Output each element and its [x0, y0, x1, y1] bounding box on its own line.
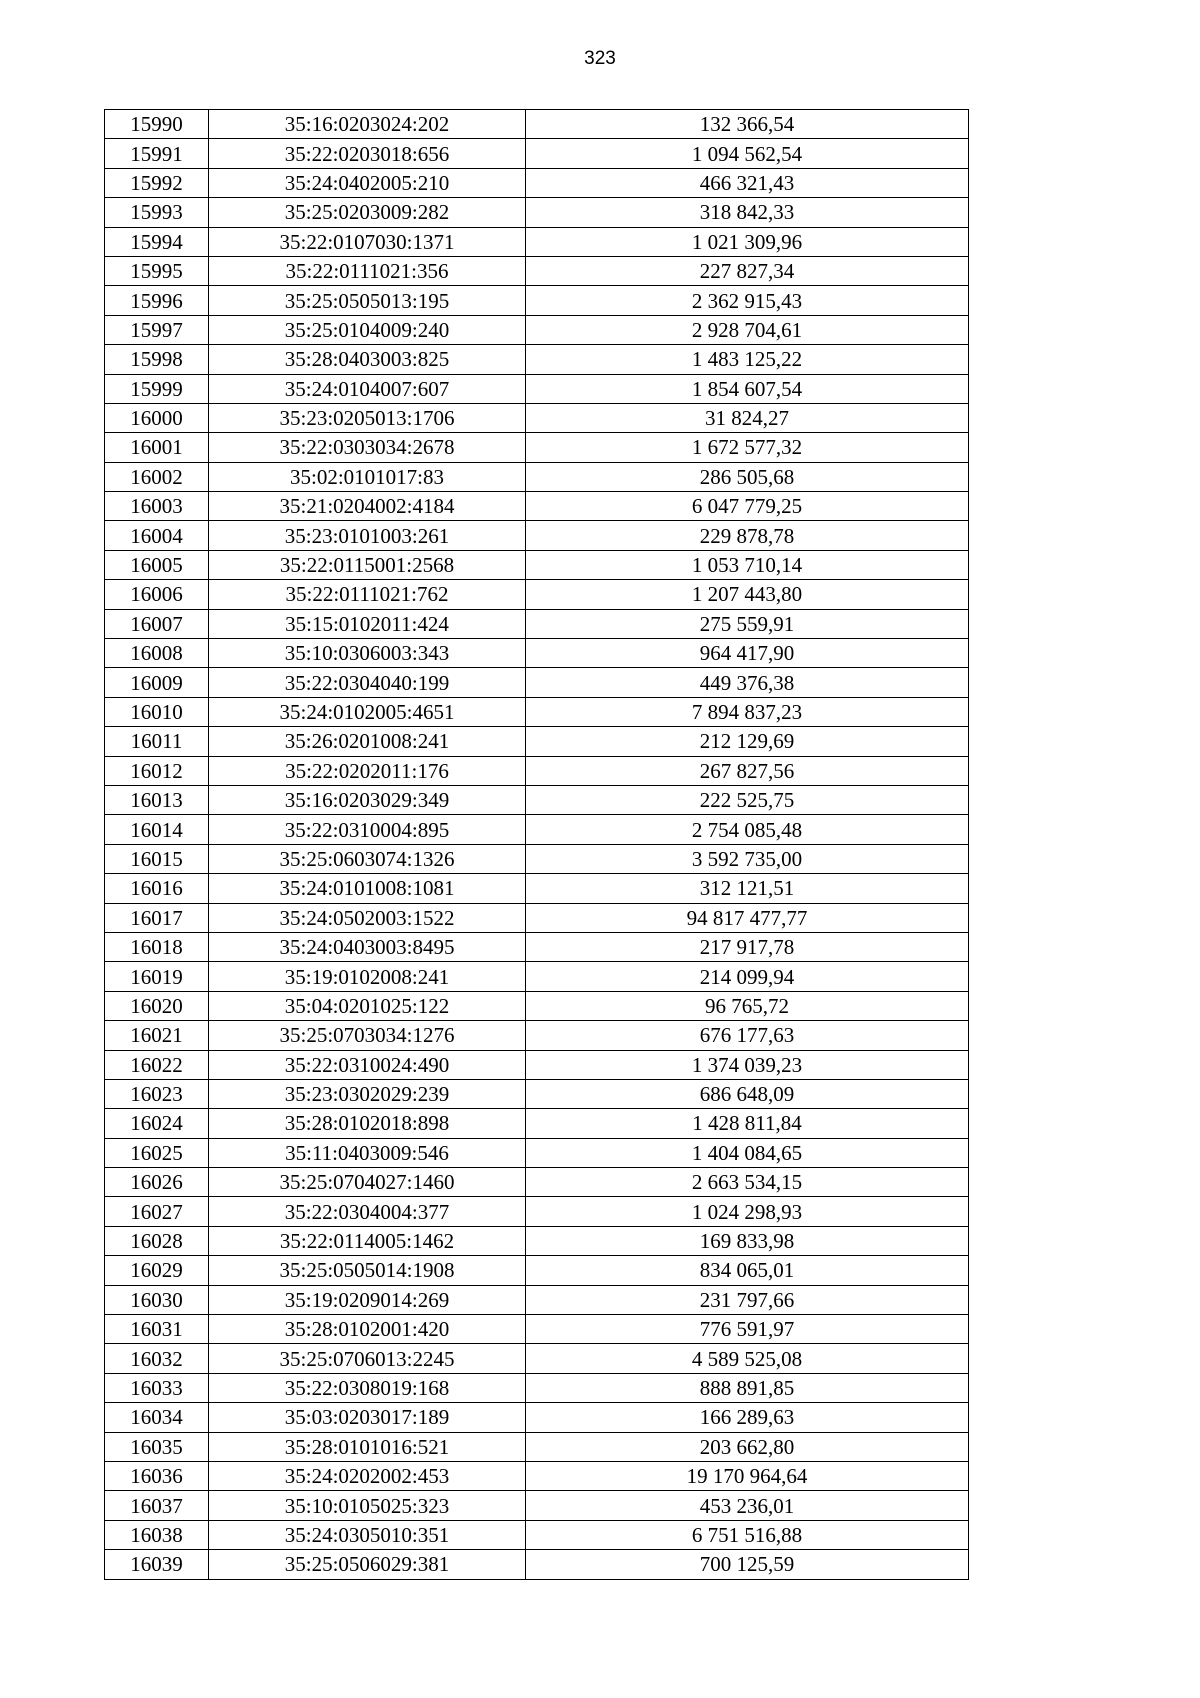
cadastral-number-cell: 35:25:0603074:1326 — [209, 844, 526, 873]
table-row — [105, 991, 969, 1020]
cadastral-number-cell: 35:03:0203017:189 — [209, 1403, 526, 1432]
table-row — [105, 815, 969, 844]
cadastral-number-cell: 35:23:0101003:261 — [209, 521, 526, 550]
cadastral-value-cell: 449 376,38 — [526, 668, 969, 697]
cadastral-value-cell: 2 754 085,48 — [526, 815, 969, 844]
cadastral-value-cell: 3 592 735,00 — [526, 844, 969, 873]
row-number-cell: 15990 — [105, 110, 209, 139]
row-number-cell: 15998 — [105, 345, 209, 374]
row-number-cell: 16039 — [105, 1550, 209, 1579]
row-number-cell: 16031 — [105, 1315, 209, 1344]
cadastral-number-cell: 35:28:0102018:898 — [209, 1109, 526, 1138]
cadastral-number-cell: 35:16:0203024:202 — [209, 110, 526, 139]
row-number-cell: 16012 — [105, 756, 209, 785]
cadastral-number-cell: 35:22:0114005:1462 — [209, 1226, 526, 1255]
cadastral-number-cell: 35:23:0205013:1706 — [209, 403, 526, 432]
table-row — [105, 668, 969, 697]
cadastral-value-cell: 964 417,90 — [526, 639, 969, 668]
cadastral-number-cell: 35:22:0310004:895 — [209, 815, 526, 844]
table-row — [105, 1491, 969, 1520]
row-number-cell: 16014 — [105, 815, 209, 844]
cadastral-value-cell: 700 125,59 — [526, 1550, 969, 1579]
table-row — [105, 697, 969, 726]
cadastral-value-cell: 6 047 779,25 — [526, 492, 969, 521]
cadastral-number-cell: 35:28:0102001:420 — [209, 1315, 526, 1344]
table-row — [105, 1285, 969, 1314]
table-row — [105, 139, 969, 168]
cadastral-number-cell: 35:22:0310024:490 — [209, 1050, 526, 1079]
table-row — [105, 374, 969, 403]
cadastral-value-cell: 1 021 309,96 — [526, 227, 969, 256]
cadastral-number-cell: 35:25:0706013:2245 — [209, 1344, 526, 1373]
cadastral-value-cell: 1 854 607,54 — [526, 374, 969, 403]
cadastral-number-cell: 35:25:0703034:1276 — [209, 1021, 526, 1050]
row-number-cell: 15996 — [105, 286, 209, 315]
table-row — [105, 256, 969, 285]
cadastral-value-cell: 286 505,68 — [526, 462, 969, 491]
cadastral-value-cell: 1 404 084,65 — [526, 1138, 969, 1167]
cadastral-value-cell: 275 559,91 — [526, 609, 969, 638]
row-number-cell: 16016 — [105, 874, 209, 903]
table-row — [105, 286, 969, 315]
row-number-cell: 16010 — [105, 697, 209, 726]
cadastral-value-cell: 267 827,56 — [526, 756, 969, 785]
cadastral-value-cell: 676 177,63 — [526, 1021, 969, 1050]
table-row — [105, 1109, 969, 1138]
cadastral-number-cell: 35:16:0203029:349 — [209, 785, 526, 814]
table-row — [105, 1315, 969, 1344]
table-row — [105, 110, 969, 139]
row-number-cell: 15993 — [105, 198, 209, 227]
cadastral-number-cell: 35:24:0305010:351 — [209, 1520, 526, 1549]
table-row — [105, 1461, 969, 1490]
cadastral-value-cell: 222 525,75 — [526, 785, 969, 814]
row-number-cell: 16003 — [105, 492, 209, 521]
table-row — [105, 1403, 969, 1432]
cadastral-number-cell: 35:28:0101016:521 — [209, 1432, 526, 1461]
cadastral-value-cell: 166 289,63 — [526, 1403, 969, 1432]
table-row — [105, 609, 969, 638]
table-row — [105, 227, 969, 256]
cadastral-number-cell: 35:24:0202002:453 — [209, 1461, 526, 1490]
cadastral-value-cell: 776 591,97 — [526, 1315, 969, 1344]
row-number-cell: 15999 — [105, 374, 209, 403]
cadastral-number-cell: 35:22:0115001:2568 — [209, 550, 526, 579]
cadastral-number-cell: 35:02:0101017:83 — [209, 462, 526, 491]
table-row — [105, 550, 969, 579]
table-row — [105, 1226, 969, 1255]
cadastral-value-cell: 217 917,78 — [526, 932, 969, 961]
cadastral-number-cell: 35:22:0111021:762 — [209, 580, 526, 609]
row-number-cell: 16000 — [105, 403, 209, 432]
table-row — [105, 1021, 969, 1050]
cadastral-number-cell: 35:22:0304040:199 — [209, 668, 526, 697]
cadastral-number-cell: 35:19:0102008:241 — [209, 962, 526, 991]
row-number-cell: 16029 — [105, 1256, 209, 1285]
cadastral-value-cell: 2 928 704,61 — [526, 315, 969, 344]
row-number-cell: 16035 — [105, 1432, 209, 1461]
table-row — [105, 1344, 969, 1373]
row-number-cell: 15992 — [105, 168, 209, 197]
page-number: 323 — [584, 48, 616, 69]
cadastral-number-cell: 35:24:0102005:4651 — [209, 697, 526, 726]
row-number-cell: 16021 — [105, 1021, 209, 1050]
table-row — [105, 727, 969, 756]
row-number-cell: 16006 — [105, 580, 209, 609]
table-row — [105, 433, 969, 462]
cadastral-value-cell: 2 362 915,43 — [526, 286, 969, 315]
row-number-cell: 16022 — [105, 1050, 209, 1079]
cadastral-number-cell: 35:25:0203009:282 — [209, 198, 526, 227]
table-row — [105, 639, 969, 668]
row-number-cell: 16005 — [105, 550, 209, 579]
cadastral-number-cell: 35:22:0107030:1371 — [209, 227, 526, 256]
cadastral-number-cell: 35:24:0403003:8495 — [209, 932, 526, 961]
row-number-cell: 16026 — [105, 1168, 209, 1197]
table-row — [105, 1079, 969, 1108]
table-row — [105, 756, 969, 785]
row-number-cell: 15997 — [105, 315, 209, 344]
table-body — [105, 110, 969, 1580]
table-row — [105, 492, 969, 521]
cadastral-number-cell: 35:24:0101008:1081 — [209, 874, 526, 903]
cadastral-number-cell: 35:11:0403009:546 — [209, 1138, 526, 1167]
row-number-cell: 16020 — [105, 991, 209, 1020]
cadastral-number-cell: 35:24:0402005:210 — [209, 168, 526, 197]
cadastral-value-cell: 132 366,54 — [526, 110, 969, 139]
cadastral-number-cell: 35:23:0302029:239 — [209, 1079, 526, 1108]
cadastral-number-cell: 35:25:0506029:381 — [209, 1550, 526, 1579]
cadastral-value-cell: 212 129,69 — [526, 727, 969, 756]
cadastral-value-cell: 19 170 964,64 — [526, 1461, 969, 1490]
cadastral-value-cell: 6 751 516,88 — [526, 1520, 969, 1549]
table-row — [105, 1432, 969, 1461]
cadastral-number-cell: 35:04:0201025:122 — [209, 991, 526, 1020]
row-number-cell: 16036 — [105, 1461, 209, 1490]
table-row — [105, 874, 969, 903]
cadastral-number-cell: 35:25:0104009:240 — [209, 315, 526, 344]
table-row — [105, 521, 969, 550]
row-number-cell: 15994 — [105, 227, 209, 256]
cadastral-number-cell: 35:24:0104007:607 — [209, 374, 526, 403]
cadastral-value-cell: 231 797,66 — [526, 1285, 969, 1314]
row-number-cell: 16023 — [105, 1079, 209, 1108]
table-row — [105, 932, 969, 961]
cadastral-value-cell: 214 099,94 — [526, 962, 969, 991]
row-number-cell: 16007 — [105, 609, 209, 638]
row-number-cell: 16037 — [105, 1491, 209, 1520]
cadastral-number-cell: 35:25:0704027:1460 — [209, 1168, 526, 1197]
cadastral-number-cell: 35:22:0304004:377 — [209, 1197, 526, 1226]
cadastral-number-cell: 35:10:0306003:343 — [209, 639, 526, 668]
cadastral-value-cell: 7 894 837,23 — [526, 697, 969, 726]
table-row — [105, 1138, 969, 1167]
cadastral-number-cell: 35:22:0303034:2678 — [209, 433, 526, 462]
cadastral-value-cell: 318 842,33 — [526, 198, 969, 227]
table-row — [105, 580, 969, 609]
row-number-cell: 16009 — [105, 668, 209, 697]
table-row — [105, 1256, 969, 1285]
row-number-cell: 16001 — [105, 433, 209, 462]
cadastral-value-cell: 31 824,27 — [526, 403, 969, 432]
cadastral-value-cell: 1 428 811,84 — [526, 1109, 969, 1138]
table-row — [105, 315, 969, 344]
row-number-cell: 16032 — [105, 1344, 209, 1373]
row-number-cell: 16008 — [105, 639, 209, 668]
table-row — [105, 345, 969, 374]
cadastral-value-cell: 229 878,78 — [526, 521, 969, 550]
cadastral-number-cell: 35:22:0202011:176 — [209, 756, 526, 785]
cadastral-value-cell: 686 648,09 — [526, 1079, 969, 1108]
cadastral-value-cell: 888 891,85 — [526, 1373, 969, 1402]
table-row — [105, 844, 969, 873]
cadastral-number-cell: 35:26:0201008:241 — [209, 727, 526, 756]
row-number-cell: 16024 — [105, 1109, 209, 1138]
row-number-cell: 16019 — [105, 962, 209, 991]
cadastral-value-cell: 1 024 298,93 — [526, 1197, 969, 1226]
table-row — [105, 462, 969, 491]
cadastral-value-cell: 1 374 039,23 — [526, 1050, 969, 1079]
row-number-cell: 16027 — [105, 1197, 209, 1226]
table-row — [105, 903, 969, 932]
row-number-cell: 16038 — [105, 1520, 209, 1549]
cadastral-value-cell: 834 065,01 — [526, 1256, 969, 1285]
table-row — [105, 1520, 969, 1549]
cadastral-value-cell: 4 589 525,08 — [526, 1344, 969, 1373]
cadastral-value-cell: 169 833,98 — [526, 1226, 969, 1255]
row-number-cell: 16002 — [105, 462, 209, 491]
row-number-cell: 16028 — [105, 1226, 209, 1255]
table-row — [105, 962, 969, 991]
cadastral-number-cell: 35:24:0502003:1522 — [209, 903, 526, 932]
row-number-cell: 16017 — [105, 903, 209, 932]
row-number-cell: 16015 — [105, 844, 209, 873]
row-number-cell: 16004 — [105, 521, 209, 550]
table-row — [105, 1373, 969, 1402]
cadastral-value-cell: 1 094 562,54 — [526, 139, 969, 168]
row-number-cell: 15995 — [105, 256, 209, 285]
cadastral-value-cell: 94 817 477,77 — [526, 903, 969, 932]
row-number-cell: 16034 — [105, 1403, 209, 1432]
row-number-cell: 16030 — [105, 1285, 209, 1314]
cadastral-number-cell: 35:22:0308019:168 — [209, 1373, 526, 1402]
cadastral-number-cell: 35:25:0505013:195 — [209, 286, 526, 315]
table-row — [105, 403, 969, 432]
cadastral-value-table — [104, 109, 969, 1580]
cadastral-value-cell: 227 827,34 — [526, 256, 969, 285]
cadastral-number-cell: 35:25:0505014:1908 — [209, 1256, 526, 1285]
cadastral-value-cell: 1 053 710,14 — [526, 550, 969, 579]
row-number-cell: 16033 — [105, 1373, 209, 1402]
cadastral-value-cell: 96 765,72 — [526, 991, 969, 1020]
row-number-cell: 16011 — [105, 727, 209, 756]
cadastral-value-cell: 1 483 125,22 — [526, 345, 969, 374]
cadastral-value-cell: 1 207 443,80 — [526, 580, 969, 609]
table-row — [105, 1197, 969, 1226]
cadastral-value-cell: 2 663 534,15 — [526, 1168, 969, 1197]
cadastral-number-cell: 35:21:0204002:4184 — [209, 492, 526, 521]
table-row — [105, 785, 969, 814]
table-row — [105, 1050, 969, 1079]
row-number-cell: 16013 — [105, 785, 209, 814]
row-number-cell: 16025 — [105, 1138, 209, 1167]
table-row — [105, 1168, 969, 1197]
cadastral-number-cell: 35:22:0111021:356 — [209, 256, 526, 285]
cadastral-value-cell: 453 236,01 — [526, 1491, 969, 1520]
row-number-cell: 16018 — [105, 932, 209, 961]
cadastral-value-cell: 312 121,51 — [526, 874, 969, 903]
cadastral-value-cell: 203 662,80 — [526, 1432, 969, 1461]
cadastral-number-cell: 35:22:0203018:656 — [209, 139, 526, 168]
cadastral-number-cell: 35:10:0105025:323 — [209, 1491, 526, 1520]
cadastral-number-cell: 35:15:0102011:424 — [209, 609, 526, 638]
table-row — [105, 1550, 969, 1579]
cadastral-number-cell: 35:19:0209014:269 — [209, 1285, 526, 1314]
cadastral-value-cell: 466 321,43 — [526, 168, 969, 197]
table-row — [105, 198, 969, 227]
row-number-cell: 15991 — [105, 139, 209, 168]
cadastral-value-cell: 1 672 577,32 — [526, 433, 969, 462]
cadastral-number-cell: 35:28:0403003:825 — [209, 345, 526, 374]
table-row — [105, 168, 969, 197]
